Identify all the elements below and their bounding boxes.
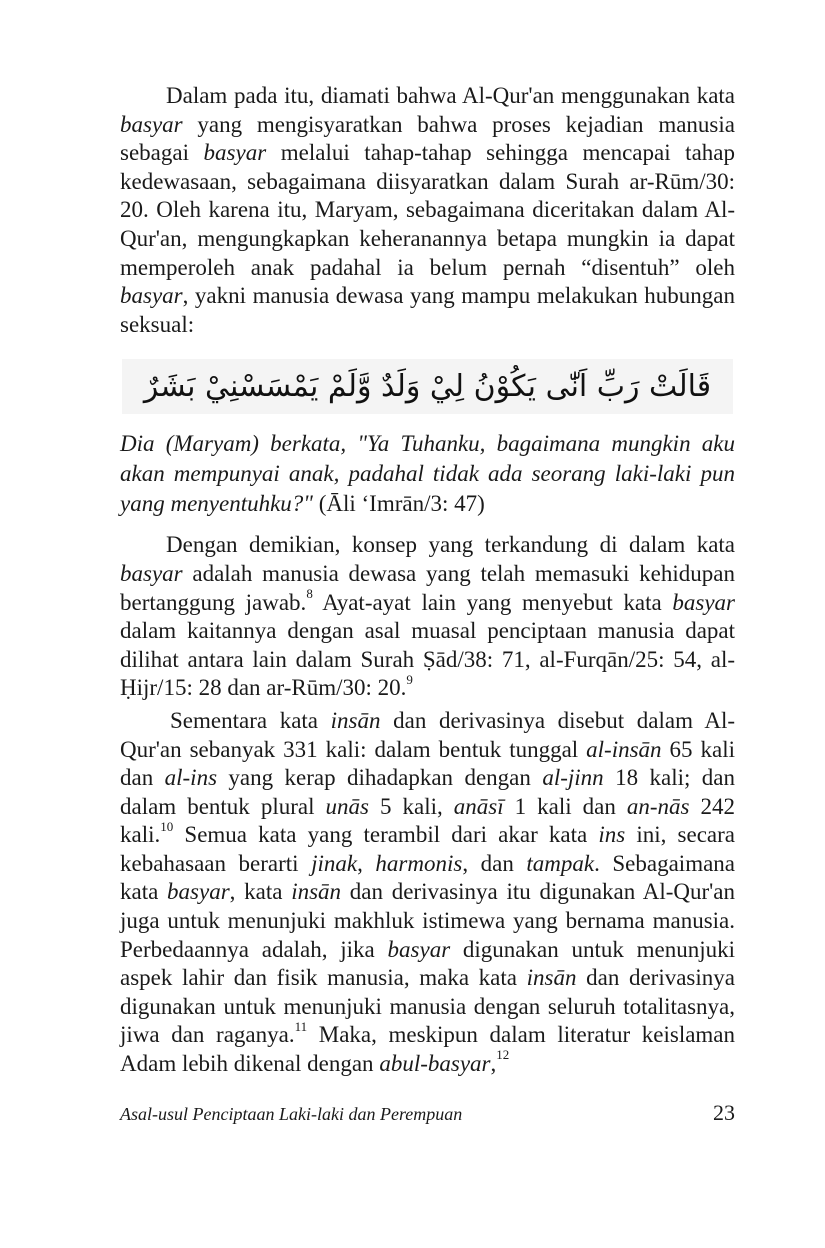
- text-run: , kata: [229, 879, 292, 905]
- text-run: Dengan demikian, konsep yang terkandung di dalam kata: [166, 532, 735, 558]
- footnote-marker[interactable]: 11: [294, 1018, 308, 1034]
- text-run: . Sebagaimana kata: [120, 850, 736, 905]
- text-run: Dalam pada itu, diamati bahwa Al-Qur'an menggunakan kata: [166, 83, 735, 108]
- italic-term: ins: [598, 822, 626, 848]
- italic-term: insān: [526, 965, 577, 991]
- italic-term: basyar: [672, 589, 735, 615]
- text-run: 65 kali dan: [120, 736, 735, 791]
- verse-translation: [120, 429, 735, 519]
- text-run: Semua kata yang terambil dari akar kata: [173, 822, 599, 848]
- italic-term: al-jinn: [542, 765, 604, 791]
- page-body: [120, 82, 735, 1079]
- text-run: 242 kali.: [120, 793, 735, 848]
- text-run: adalah manusia dewasa yang telah memasuki kehidupan bertanggung jawab.: [120, 560, 735, 615]
- text-run: ini, secara kebahasaan berarti: [120, 822, 735, 876]
- italic-term: abul-basyar: [379, 1051, 491, 1077]
- italic-term: anāsī: [453, 793, 504, 819]
- italic-term: insān: [330, 707, 381, 733]
- text-run: yang mengisyaratkan bahwa proses kejadian manusia sebagai: [120, 111, 735, 166]
- italic-term: basyar: [120, 560, 183, 586]
- italic-term: al-insān: [586, 736, 662, 762]
- italic-term: al-ins: [164, 765, 218, 791]
- paragraph-3: [120, 707, 735, 1079]
- arabic-verse: قَالَتْ رَبِّ اَنّٰى يَكُوْنُ لِيْ وَلَدٌ وَّلَمْ يَمْسَسْنِيْ بَشَرٌ: [122, 359, 733, 414]
- italic-term: unās: [325, 793, 369, 819]
- footnote-marker[interactable]: 10: [160, 818, 174, 834]
- text-run: 18 kali; dan dalam bentuk plural: [120, 765, 735, 819]
- paragraph-2: [120, 531, 735, 703]
- footnote-marker[interactable]: 8: [306, 585, 313, 601]
- footnote-marker[interactable]: 12: [496, 1047, 510, 1063]
- italic-term: basyar: [203, 140, 267, 166]
- text-run: ,: [490, 1051, 497, 1077]
- italic-term: basyar: [167, 879, 230, 905]
- text-run: yang kerap dihadapkan dengan: [217, 765, 543, 791]
- text-run: Sementara kata: [170, 707, 331, 733]
- italic-term: insān: [291, 879, 342, 905]
- text-run: digunakan untuk menunjuki aspek lahir dan fisik manusia, maka kata: [120, 936, 736, 991]
- text-run: dan derivasinya itu digunakan Al-Qur'an juga untuk menunjuki makhluk istimewa yang bernama manusia. Perbedaannya adalah, jika: [120, 879, 735, 962]
- text-run: dan derivasinya disebut dalam Al-Qur'an sebanyak 331 kali: dalam bentuk tunggal: [120, 707, 735, 762]
- italic-term: tampak: [526, 850, 595, 876]
- text-run: 1 kali dan: [503, 793, 627, 819]
- translation-text: Dia (Maryam) berkata, "Ya Tuhanku, bagaimana mungkin aku akan mempunyai anak, padahal tidak ada seorang laki-laki pun yang menyentuhku?": [120, 431, 735, 517]
- footnote-marker[interactable]: 9: [406, 671, 413, 687]
- italic-term: basyar: [387, 936, 451, 962]
- text-run: , dan: [462, 850, 527, 876]
- page-number: 23: [713, 1100, 735, 1125]
- italic-term: basyar: [120, 283, 183, 309]
- italic-term: an-nās: [626, 793, 690, 819]
- running-footer-title: Asal-usul Penciptaan Laki-laki dan Perempuan: [120, 1104, 463, 1124]
- text-run: Maka, meskipun dalam literatur keislaman Adam lebih dikenal dengan: [120, 1022, 736, 1077]
- text-run: Ayat-ayat lain yang menyebut kata: [312, 589, 673, 615]
- text-run: 5 kali,: [368, 793, 454, 819]
- page-footer: [120, 1100, 735, 1126]
- paragraph-1: [120, 82, 735, 339]
- text-run: dalam kaitannya dengan asal muasal penciptaan manusia dapat dilihat antara lain dalam Surah Ṣād/38: 71, al-Furqān/25: 54, al-Ḥijr/15: 28 dan ar-Rūm/30: 20.: [120, 618, 735, 701]
- text-run: melalui tahap-tahap sehingga mencapai tahap kedewasaan, sebagaimana diisyaratkan dalam Surah ar-Rūm/30: 20. Oleh karena itu, Maryam, sebagaimana diceritakan dalam Al-Qur'an, mengungkapkan keheranannya betapa mungkin ia dapat memperoleh anak padahal ia belum pernah “disentuh” oleh: [120, 140, 735, 280]
- italic-term: jinak: [311, 850, 358, 876]
- verse-citation: (Āli ‘Imrān/3: 47): [312, 491, 485, 517]
- text-run: dan derivasinya digunakan untuk menunjuki manusia dengan seluruh totalitasnya, jiwa dan raganya.: [120, 965, 735, 1048]
- text-run: , yakni manusia dewasa yang mampu melakukan hubungan seksual:: [120, 283, 735, 337]
- italic-term: harmonis: [375, 850, 463, 876]
- text-run: ,: [357, 850, 376, 876]
- arabic-verse-block: [120, 347, 735, 425]
- italic-term: basyar: [120, 111, 183, 137]
